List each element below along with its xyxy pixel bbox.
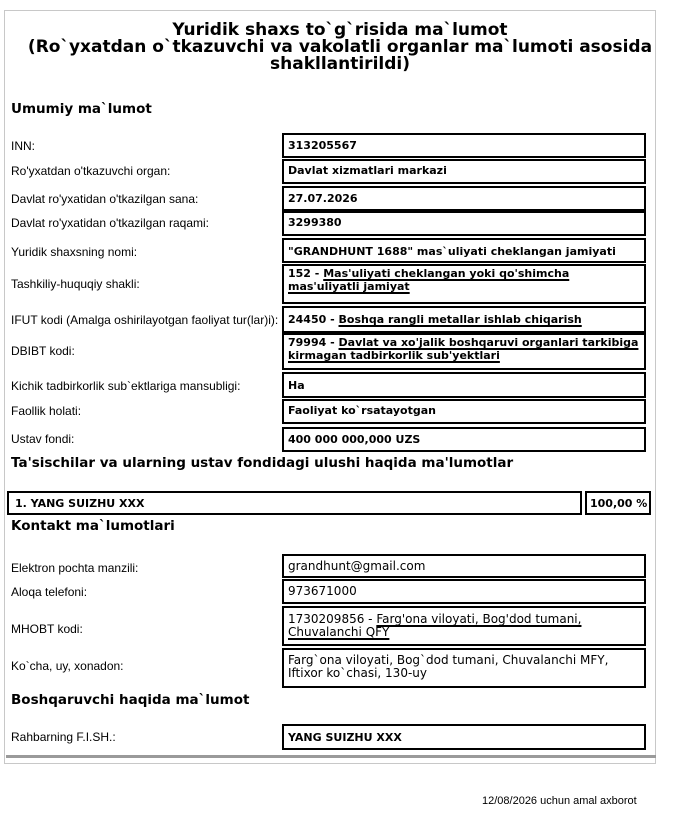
reg-number-label: Davlat ro'yxatidan o'tkazilgan raqami: [11, 216, 210, 230]
ifut-separator: - [326, 313, 339, 326]
director-label: Rahbarning F.I.SH.: [11, 730, 116, 744]
document-title [0, 22, 680, 73]
management-heading: Boshqaruvchi haqida ma`lumot [11, 692, 250, 708]
name-value: "GRANDHUNT 1688" mas`uliyati cheklangan jamiyati [282, 238, 646, 263]
reg-number-value: 3299380 [282, 211, 646, 236]
address-value: Farg`ona viloyati, Bog`dod tumani, Chuvalanchi MFY, Iftixor ko`chasi, 130-uy [282, 648, 646, 688]
status-label: Faollik holati: [11, 404, 82, 418]
reg-date-value: 27.07.2026 [282, 186, 646, 211]
mhobt-label: MHOBT kodi: [11, 622, 83, 636]
legal-form-value [282, 264, 646, 304]
capital-label: Ustav fondi: [11, 432, 75, 446]
mhobt-code: 1730209856 [288, 612, 365, 626]
dbibt-separator: - [326, 336, 339, 349]
title-line-2: (Ro`yxatdan o`tkazuvchi va vakolatli organlar ma`lumoti asosida [27, 37, 653, 57]
legal-form-text: Mas'uliyati cheklangan yoki qo'shimcha mas'uliyatli jamiyat [288, 267, 570, 293]
legal-form-separator: - [310, 267, 324, 280]
registrar-label: Ro'yxatdan o'tkazuvchi organ: [11, 164, 171, 178]
footer-note: 12/08/2026 uchun amal axborot [482, 795, 637, 807]
mhobt-value [282, 606, 646, 646]
title-line-1: Yuridik shaxs to`g`risida ma`lumot [172, 20, 508, 40]
phone-value: 973671000 [282, 579, 646, 604]
founder-name: 1. YANG SUIZHU XXX [7, 491, 582, 515]
reg-date-label: Davlat ro'yxatidan o'tkazilgan sana: [11, 192, 199, 206]
dbibt-code: 79994 [288, 336, 327, 349]
capital-value: 400 000 000,000 UZS [282, 427, 646, 452]
small-business-label: Kichik tadbirkorlik sub`ektlariga mansubligi: [11, 379, 241, 393]
legal-form-code: 152 [288, 267, 311, 280]
dbibt-label: DBIBT kodi: [11, 344, 75, 358]
dbibt-text: Davlat va xo'jalik boshqaruvi organlari tarkibiga kirmagan tadbirkorlik sub'yektlari [288, 336, 639, 362]
founders-heading: Ta'sischilar va ularning ustav fondidagi ulushi haqida ma'lumotlar [11, 455, 514, 471]
inn-value: 313205567 [282, 133, 646, 158]
dbibt-value [282, 333, 646, 370]
small-business-value: Ha [282, 372, 646, 398]
email-label: Elektron pochta manzili: [11, 561, 139, 575]
title-line-3: shakllantirildi) [270, 54, 410, 74]
inn-label: INN: [11, 139, 35, 153]
legal-form-label: Tashkiliy-huquqiy shakli: [11, 277, 140, 291]
ifut-label: IFUT kodi (Amalga oshirilayotgan faoliyat tur(lar)i): [11, 313, 279, 327]
phone-label: Aloqa telefoni: [11, 585, 88, 599]
status-value: Faoliyat ko`rsatayotgan [282, 399, 646, 424]
ifut-value [282, 306, 646, 333]
mhobt-text: Farg'ona viloyati, Bog'dod tumani, Chuvalanchi QFY [288, 612, 582, 639]
registrar-value: Davlat xizmatlari markazi [282, 159, 646, 184]
name-label: Yuridik shaxsning nomi: [11, 245, 138, 259]
founder-share: 100,00 % [585, 491, 651, 515]
address-label: Ko`cha, uy, xonadon: [11, 659, 124, 673]
general-heading: Umumiy ma`lumot [11, 101, 152, 117]
contact-heading: Kontakt ma`lumotlari [11, 518, 175, 534]
divider [6, 755, 656, 758]
director-value: YANG SUIZHU XXX [282, 724, 646, 750]
mhobt-separator: - [364, 612, 377, 626]
ifut-code: 24450 [288, 313, 327, 326]
ifut-text: Boshqa rangli metallar ishlab chiqarish [338, 313, 582, 326]
email-value: grandhunt@gmail.com [282, 554, 646, 578]
